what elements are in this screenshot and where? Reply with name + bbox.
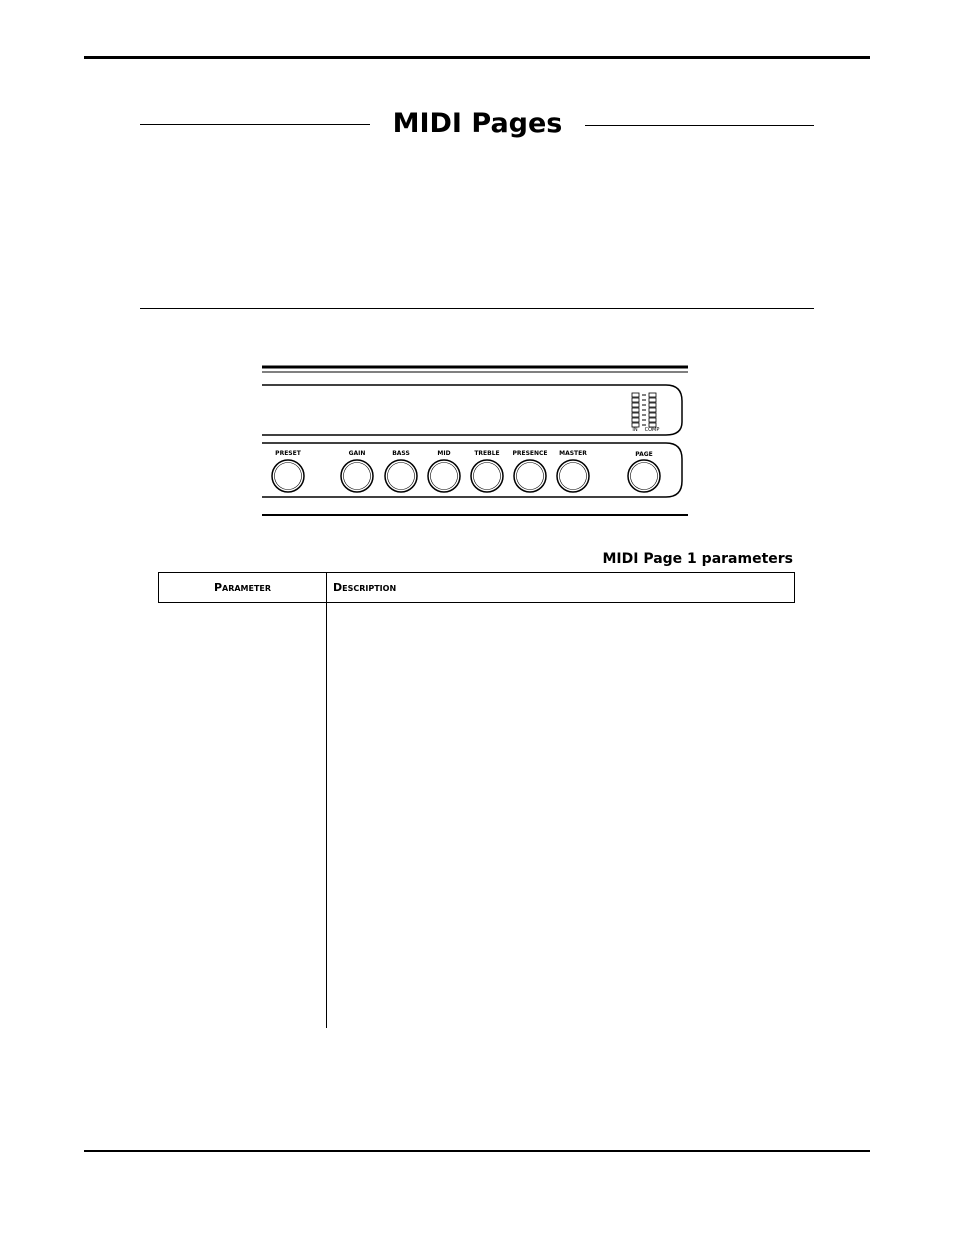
- title-left-rule: [140, 124, 370, 125]
- master-knob[interactable]: [557, 460, 589, 492]
- knob-label-preset: PRESET: [275, 450, 301, 457]
- header-parameter: Parameter: [159, 573, 327, 602]
- parameter-table: [158, 572, 795, 603]
- table-header-row: [158, 572, 795, 603]
- comp-meter: [649, 393, 656, 427]
- input-meter: [632, 393, 639, 427]
- page-knob[interactable]: [628, 460, 660, 492]
- meter-scale-ticks: [642, 395, 646, 425]
- mid-knob[interactable]: [428, 460, 460, 492]
- page-title: MIDI Pages: [392, 108, 563, 139]
- page-bottom-rule: [84, 1150, 870, 1152]
- treble-knob[interactable]: [471, 460, 503, 492]
- display-window: [262, 385, 682, 435]
- meter-label-comp: COMP: [644, 427, 660, 433]
- knob-label-bass: BASS: [392, 450, 410, 457]
- table-caption: MIDI Page 1 parameters: [602, 551, 793, 567]
- knob-label-master: MASTER: [559, 450, 587, 457]
- title-right-rule: [585, 125, 814, 126]
- knob-label-mid: MID: [437, 450, 451, 457]
- front-panel-illustration: [262, 365, 688, 517]
- knob-label-presence: PRESENCE: [512, 450, 548, 457]
- header-description: Description: [333, 581, 397, 594]
- section-divider: [140, 308, 814, 309]
- gain-knob[interactable]: [341, 460, 373, 492]
- knob-label-treble: TREBLE: [474, 450, 500, 457]
- presence-knob[interactable]: [514, 460, 546, 492]
- meter-label-in: IN: [632, 427, 638, 433]
- preset-knob[interactable]: [272, 460, 304, 492]
- knob-label-page: PAGE: [635, 451, 653, 458]
- bass-knob[interactable]: [385, 460, 417, 492]
- page-top-rule: [84, 56, 870, 59]
- table-column-divider: [326, 603, 327, 1028]
- knob-label-gain: GAIN: [348, 450, 366, 457]
